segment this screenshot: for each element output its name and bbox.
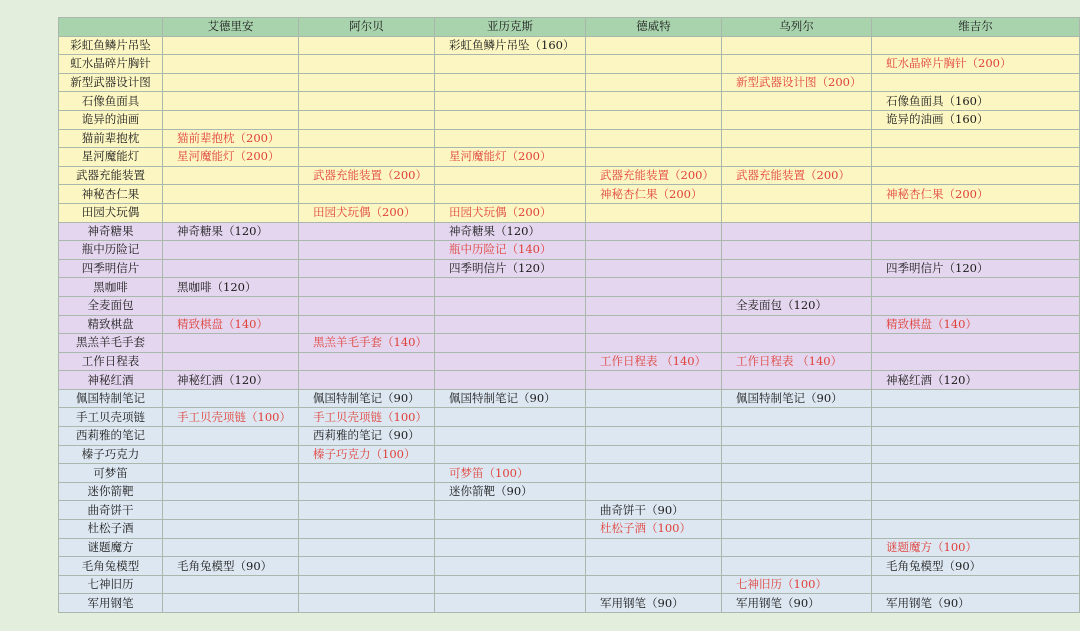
table-cell [435,334,586,353]
row-item-name: 星河魔能灯 [59,148,163,167]
table-row [59,129,1080,148]
row-item-name: 瓶中历险记 [59,241,163,260]
table-cell [299,278,435,297]
table-cell [299,557,435,576]
table-cell [586,73,722,92]
table-cell [722,185,872,204]
table-cell [872,408,1080,427]
table-cell: 星河魔能灯（200） [163,148,299,167]
table-row [59,148,1080,167]
table-cell [586,36,722,55]
table-cell [586,538,722,557]
row-item-name: 虹水晶碎片胸针 [59,55,163,74]
table-cell: 工作日程表 （140） [586,352,722,371]
table-cell [163,203,299,222]
table-cell [586,482,722,501]
table-cell [435,352,586,371]
row-item-name: 精致棋盘 [59,315,163,334]
table-cell [872,389,1080,408]
row-item-name: 猫前辈抱枕 [59,129,163,148]
table-cell [163,389,299,408]
table-cell [435,520,586,539]
table-cell [722,92,872,111]
table-cell: 彩虹鱼鳞片吊坠（160） [435,36,586,55]
table-cell [163,334,299,353]
table-row [59,92,1080,111]
table-cell [722,110,872,129]
table-cell [722,241,872,260]
table-cell: 全麦面包（120） [722,296,872,315]
row-item-name: 榛子巧克力 [59,445,163,464]
header-virgil: 维吉尔 [872,18,1080,37]
table-row [59,445,1080,464]
table-cell [722,148,872,167]
table-cell: 曲奇饼干（90） [586,501,722,520]
table-cell [872,334,1080,353]
table-cell [435,427,586,446]
table-cell: 黑咖啡（120） [163,278,299,297]
table-cell [435,73,586,92]
table-cell [722,427,872,446]
table-body [59,36,1080,612]
table-cell: 手工贝壳项链（100） [163,408,299,427]
row-item-name: 可梦笛 [59,464,163,483]
table-cell [586,55,722,74]
table-cell: 迷你箭靶（90） [435,482,586,501]
table-cell [586,110,722,129]
table-cell [299,482,435,501]
table-cell [872,520,1080,539]
table-cell [163,575,299,594]
table-row [59,427,1080,446]
header-corner [59,18,163,37]
table-cell [435,594,586,613]
table-row [59,278,1080,297]
table-cell [299,259,435,278]
row-item-name: 武器充能装置 [59,166,163,185]
table-cell: 猫前辈抱枕（200） [163,129,299,148]
table-cell [872,427,1080,446]
table-row [59,520,1080,539]
table-row [59,55,1080,74]
table-row [59,241,1080,260]
table-cell [872,203,1080,222]
table-cell [163,36,299,55]
table-cell [722,501,872,520]
row-item-name: 军用钢笔 [59,594,163,613]
table-cell: 虹水晶碎片胸针（200） [872,55,1080,74]
table-cell [722,445,872,464]
row-item-name: 黑羔羊毛手套 [59,334,163,353]
table-cell [586,389,722,408]
table-cell: 佩国特制笔记（90） [435,389,586,408]
row-item-name: 手工贝壳项链 [59,408,163,427]
table-cell [435,55,586,74]
table-cell [872,148,1080,167]
table-row [59,259,1080,278]
table-row [59,222,1080,241]
table-cell [722,129,872,148]
header-alex: 亚历克斯 [435,18,586,37]
row-item-name: 神秘杏仁果 [59,185,163,204]
table-cell [435,110,586,129]
table-row [59,408,1080,427]
header-adrian: 艾德里安 [163,18,299,37]
table-row [59,166,1080,185]
row-item-name: 神奇糖果 [59,222,163,241]
table-cell: 武器充能装置（200） [722,166,872,185]
table-cell: 武器充能装置（200） [299,166,435,185]
table-cell: 杜松子酒（100） [586,520,722,539]
row-item-name: 曲奇饼干 [59,501,163,520]
row-item-name: 七神旧历 [59,575,163,594]
table-cell [299,464,435,483]
table-cell [299,55,435,74]
table-cell [722,315,872,334]
table-cell: 佩国特制笔记（90） [299,389,435,408]
table-cell: 手工贝壳项链（100） [299,408,435,427]
table-cell [586,575,722,594]
gift-preference-table-container [58,17,1079,613]
row-item-name: 田园犬玩偶 [59,203,163,222]
table-cell [163,445,299,464]
table-cell [163,166,299,185]
table-cell [872,222,1080,241]
table-cell [586,427,722,446]
table-row [59,594,1080,613]
table-cell: 神奇糖果（120） [163,222,299,241]
table-cell: 石像鱼面具（160） [872,92,1080,111]
header-row [59,18,1080,37]
row-item-name: 彩虹鱼鳞片吊坠 [59,36,163,55]
table-cell: 新型武器设计图（200） [722,73,872,92]
table-cell [163,594,299,613]
table-cell [722,482,872,501]
table-cell [586,278,722,297]
table-cell [299,129,435,148]
table-cell [299,148,435,167]
header-dewitt: 德威特 [586,18,722,37]
table-cell: 神秘红酒（120） [872,371,1080,390]
table-cell [299,222,435,241]
table-cell [722,557,872,576]
row-item-name: 西莉雅的笔记 [59,427,163,446]
table-cell: 神秘杏仁果（200） [586,185,722,204]
table-cell [722,222,872,241]
table-cell [299,520,435,539]
row-item-name: 诡异的油画 [59,110,163,129]
table-cell [299,594,435,613]
table-row [59,538,1080,557]
table-cell [722,259,872,278]
table-cell: 工作日程表 （140） [722,352,872,371]
table-cell [435,557,586,576]
table-cell [586,222,722,241]
table-cell [435,315,586,334]
table-cell [163,538,299,557]
table-cell: 四季明信片（120） [872,259,1080,278]
table-cell [435,501,586,520]
table-cell: 军用钢笔（90） [872,594,1080,613]
table-cell [586,296,722,315]
table-cell: 星河魔能灯（200） [435,148,586,167]
row-item-name: 工作日程表 [59,352,163,371]
table-row [59,482,1080,501]
table-cell [872,501,1080,520]
table-cell [586,408,722,427]
table-row [59,371,1080,390]
table-cell [586,557,722,576]
table-cell [163,482,299,501]
table-cell [163,427,299,446]
table-cell [722,371,872,390]
table-cell [299,92,435,111]
table-cell: 武器充能装置（200） [586,166,722,185]
table-cell [435,575,586,594]
row-item-name: 全麦面包 [59,296,163,315]
table-cell [722,278,872,297]
table-cell [722,464,872,483]
table-cell [722,408,872,427]
table-row [59,36,1080,55]
table-cell [586,129,722,148]
table-cell [163,259,299,278]
table-cell [722,538,872,557]
table-cell [299,315,435,334]
table-cell [586,92,722,111]
table-cell [435,129,586,148]
table-cell: 毛角兔模型（90） [163,557,299,576]
table-cell [586,148,722,167]
table-row [59,575,1080,594]
row-item-name: 神秘红酒 [59,371,163,390]
table-cell: 瓶中历险记（140） [435,241,586,260]
table-row [59,296,1080,315]
table-cell [435,538,586,557]
table-cell [299,296,435,315]
table-cell: 佩国特制笔记（90） [722,389,872,408]
table-cell [722,520,872,539]
table-cell [872,241,1080,260]
table-cell [872,575,1080,594]
table-cell [163,296,299,315]
table-row [59,73,1080,92]
table-cell [299,73,435,92]
table-row [59,203,1080,222]
table-cell [163,501,299,520]
table-cell: 神秘杏仁果（200） [872,185,1080,204]
table-row [59,352,1080,371]
table-cell: 军用钢笔（90） [586,594,722,613]
table-cell [435,296,586,315]
table-row [59,315,1080,334]
table-cell [299,352,435,371]
table-cell [435,278,586,297]
table-cell [163,55,299,74]
table-cell: 谜题魔方（100） [872,538,1080,557]
table-row [59,557,1080,576]
table-cell [586,334,722,353]
table-row [59,389,1080,408]
table-cell [872,352,1080,371]
table-cell [872,464,1080,483]
table-row [59,110,1080,129]
row-item-name: 毛角兔模型 [59,557,163,576]
table-cell [872,73,1080,92]
table-cell [872,445,1080,464]
table-cell [586,241,722,260]
row-item-name: 迷你箭靶 [59,482,163,501]
table-cell [163,520,299,539]
table-cell: 七神旧历（100） [722,575,872,594]
table-cell [299,501,435,520]
table-cell: 神秘红酒（120） [163,371,299,390]
row-item-name: 黑咖啡 [59,278,163,297]
table-cell [435,166,586,185]
table-cell [299,241,435,260]
row-item-name: 四季明信片 [59,259,163,278]
table-cell [163,92,299,111]
row-item-name: 谜题魔方 [59,538,163,557]
table-row [59,501,1080,520]
table-cell [163,241,299,260]
table-cell [872,296,1080,315]
table-cell [872,482,1080,501]
table-cell [586,315,722,334]
table-cell: 西莉雅的笔记（90） [299,427,435,446]
table-cell [163,352,299,371]
table-cell [299,36,435,55]
table-cell [435,408,586,427]
header-uriel: 乌列尔 [722,18,872,37]
table-row [59,185,1080,204]
table-cell: 精致棋盘（140） [872,315,1080,334]
table-cell: 神奇糖果（120） [435,222,586,241]
table-cell [586,259,722,278]
table-cell [299,371,435,390]
table-cell [722,55,872,74]
table-cell [163,73,299,92]
table-row [59,334,1080,353]
table-cell: 军用钢笔（90） [722,594,872,613]
table-cell [586,203,722,222]
table-cell [872,166,1080,185]
table-row [59,464,1080,483]
table-cell: 田园犬玩偶（200） [435,203,586,222]
table-cell: 精致棋盘（140） [163,315,299,334]
table-cell: 黑羔羊毛手套（140） [299,334,435,353]
table-cell: 毛角兔模型（90） [872,557,1080,576]
table-cell [435,371,586,390]
row-item-name: 新型武器设计图 [59,73,163,92]
table-cell: 可梦笛（100） [435,464,586,483]
table-cell [872,278,1080,297]
table-cell [586,371,722,390]
table-cell [163,110,299,129]
table-cell [163,185,299,204]
table-cell [872,36,1080,55]
table-cell [435,445,586,464]
table-cell [299,185,435,204]
table-cell [299,110,435,129]
table-cell: 四季明信片（120） [435,259,586,278]
table-cell [722,203,872,222]
table-cell [722,36,872,55]
row-item-name: 佩国特制笔记 [59,389,163,408]
table-cell [586,445,722,464]
table-cell [722,334,872,353]
table-cell [872,129,1080,148]
table-cell [586,464,722,483]
table-cell: 诡异的油画（160） [872,110,1080,129]
header-albert: 阿尔贝 [299,18,435,37]
table-cell [299,538,435,557]
table-cell [299,575,435,594]
row-item-name: 石像鱼面具 [59,92,163,111]
table-cell: 田园犬玩偶（200） [299,203,435,222]
gift-preference-table [58,17,1080,613]
table-cell [435,92,586,111]
table-cell [435,185,586,204]
table-cell: 榛子巧克力（100） [299,445,435,464]
table-cell [163,464,299,483]
row-item-name: 杜松子酒 [59,520,163,539]
